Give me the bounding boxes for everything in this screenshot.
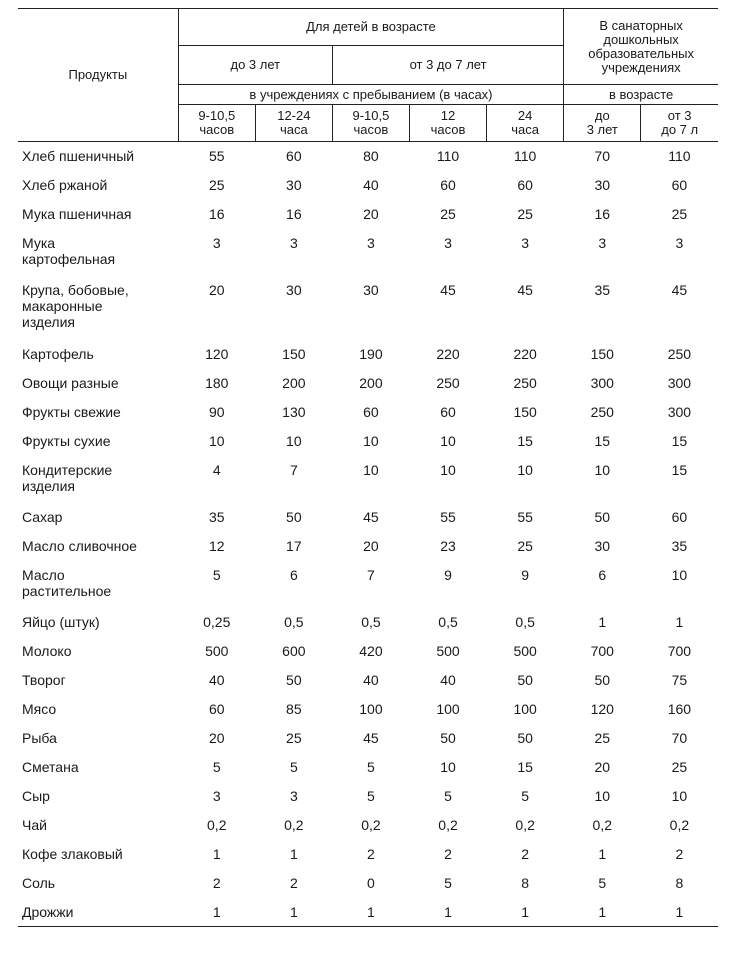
product-name xyxy=(18,276,178,340)
product-name xyxy=(18,637,178,666)
table-row xyxy=(18,369,718,398)
value-cell: 50 xyxy=(594,671,611,688)
sub-header-col-7 xyxy=(641,105,718,142)
value-cell: 60 xyxy=(286,148,302,164)
product-name-line: Фрукты сухие xyxy=(22,432,111,449)
value-cell: 25 xyxy=(671,758,688,775)
product-name-line: Овощи разные xyxy=(22,374,119,391)
product-name xyxy=(18,427,178,456)
sub-header-line: до 7 л xyxy=(661,122,699,137)
value-cell: 5 xyxy=(289,758,298,775)
value-cell: 0,2 xyxy=(669,816,690,833)
value-cell: 1 xyxy=(255,898,332,927)
product-name-line: Кофе злаковый xyxy=(22,845,123,862)
product-name-line: Мясо xyxy=(22,700,57,717)
in-age-header: в возрасте xyxy=(564,85,718,105)
value-cell: 30 xyxy=(286,281,302,298)
value-cell: 20 xyxy=(363,205,379,222)
value-cell: 45 xyxy=(517,281,533,298)
product-name xyxy=(18,142,178,171)
value-cell: 0 xyxy=(367,874,375,891)
table-row xyxy=(18,340,718,369)
value-cell: 1 xyxy=(212,845,221,862)
product-name xyxy=(18,695,178,724)
value-cell: 250 xyxy=(436,374,460,391)
value-cell: 5 xyxy=(367,758,375,775)
value-cell: 5 xyxy=(521,787,530,804)
table-row xyxy=(18,869,718,898)
value-cell: 1 xyxy=(641,898,718,927)
product-name xyxy=(18,369,178,398)
value-cell: 220 xyxy=(436,345,460,362)
product-name xyxy=(18,340,178,369)
product-name-line: Крупа, бобовые, xyxy=(22,281,129,298)
product-name xyxy=(18,666,178,695)
under-3-header: до 3 лет xyxy=(178,46,332,85)
value-cell: 20 xyxy=(208,281,225,298)
value-cell: 5 xyxy=(212,758,221,775)
product-name xyxy=(18,898,178,927)
value-cell: 5 xyxy=(598,874,607,891)
product-name xyxy=(18,811,178,840)
product-name-line: Соль xyxy=(22,874,56,891)
value-cell: 5 xyxy=(444,787,452,804)
value-cell: 35 xyxy=(594,281,611,298)
product-name xyxy=(18,561,178,608)
product-name-line: Молоко xyxy=(22,642,72,659)
product-name xyxy=(18,608,178,637)
value-cell: 15 xyxy=(594,432,611,449)
value-cell: 25 xyxy=(517,537,533,554)
table-row xyxy=(18,171,718,200)
product-name-line: Масло xyxy=(22,566,65,583)
product-name xyxy=(18,200,178,229)
value-cell: 25 xyxy=(208,176,225,193)
value-cell: 16 xyxy=(208,205,225,222)
value-cell: 250 xyxy=(667,345,692,362)
value-cell: 3 xyxy=(675,234,684,251)
value-cell: 300 xyxy=(667,374,692,391)
value-cell: 0,2 xyxy=(592,816,613,833)
value-cell: 190 xyxy=(359,345,383,362)
sub-header-col-4 xyxy=(409,105,486,142)
value-cell: 7 xyxy=(367,566,375,583)
table-row xyxy=(18,637,718,666)
value-cell: 10 xyxy=(671,787,688,804)
product-name-line: макаронные xyxy=(22,297,103,314)
value-cell: 50 xyxy=(440,729,456,746)
value-cell: 16 xyxy=(594,205,611,222)
value-cell: 200 xyxy=(282,374,306,391)
sub-header-col-2 xyxy=(255,105,332,142)
value-cell: 40 xyxy=(208,671,225,688)
value-cell: 16 xyxy=(286,205,302,222)
sub-header-line: 9-10,5 xyxy=(352,108,390,123)
stay-hours-header: в учреждениях с пребыванием (в часах) xyxy=(178,85,564,105)
value-cell: 17 xyxy=(286,537,302,554)
value-cell: 0,25 xyxy=(203,613,231,630)
value-cell: 110 xyxy=(513,148,537,164)
value-cell: 420 xyxy=(359,642,383,659)
product-name xyxy=(18,171,178,200)
value-cell: 4 xyxy=(212,461,221,478)
value-cell: 100 xyxy=(436,700,460,717)
value-cell: 700 xyxy=(667,642,692,659)
product-name-line: Сметана xyxy=(22,758,79,775)
value-cell: 10 xyxy=(440,432,456,449)
value-cell: 10 xyxy=(440,461,456,478)
value-cell: 25 xyxy=(286,729,302,746)
value-cell: 10 xyxy=(208,432,225,449)
value-cell: 150 xyxy=(282,345,306,362)
value-cell: 0,2 xyxy=(207,816,227,833)
product-name xyxy=(18,229,178,276)
product-name-line: картофельная xyxy=(22,250,116,267)
value-cell: 40 xyxy=(440,671,456,688)
value-cell: 10 xyxy=(363,461,379,478)
value-cell: 5 xyxy=(444,874,452,891)
value-cell: 55 xyxy=(440,508,456,525)
value-cell: 0,5 xyxy=(361,613,381,630)
value-cell: 3 xyxy=(598,234,607,251)
value-cell: 60 xyxy=(363,403,379,420)
table-row xyxy=(18,811,718,840)
value-cell: 10 xyxy=(440,758,456,775)
product-name xyxy=(18,398,178,427)
table-row xyxy=(18,840,718,869)
value-cell: 35 xyxy=(671,537,688,554)
value-cell: 3 xyxy=(289,787,298,804)
product-name-line: Творог xyxy=(22,671,66,688)
product-name-line: Фрукты свежие xyxy=(22,403,121,420)
value-cell: 8 xyxy=(675,874,684,891)
table-row xyxy=(18,398,718,427)
value-cell: 20 xyxy=(208,729,225,746)
table-row xyxy=(18,142,718,171)
value-cell: 50 xyxy=(286,671,302,688)
value-cell: 1 xyxy=(598,845,607,862)
value-cell: 5 xyxy=(212,566,221,583)
value-cell: 20 xyxy=(594,758,611,775)
product-name-line: растительное xyxy=(22,582,112,599)
value-cell: 1 xyxy=(332,898,409,927)
value-cell: 70 xyxy=(594,148,611,164)
sub-header-line: 3 лет xyxy=(586,122,618,137)
value-cell: 55 xyxy=(517,508,533,525)
value-cell: 130 xyxy=(282,403,306,420)
value-cell: 7 xyxy=(289,461,298,478)
value-cell: 220 xyxy=(513,345,537,362)
product-name-line: Хлеб ржаной xyxy=(22,176,108,193)
value-cell: 3 xyxy=(212,234,221,251)
product-name-line: Хлеб пшеничный xyxy=(22,148,135,164)
table-row xyxy=(18,561,718,608)
children-age-header: Для детей в возрасте xyxy=(178,9,564,46)
table-row xyxy=(18,532,718,561)
value-cell: 250 xyxy=(513,374,537,391)
table-row xyxy=(18,724,718,753)
value-cell: 60 xyxy=(671,176,688,193)
value-cell: 15 xyxy=(671,461,688,478)
value-cell: 0,2 xyxy=(438,816,458,833)
value-cell: 25 xyxy=(517,205,533,222)
value-cell: 1 xyxy=(487,898,564,927)
value-cell: 55 xyxy=(208,148,225,164)
value-cell: 75 xyxy=(671,671,688,688)
product-name xyxy=(18,503,178,532)
product-name-line: Мука xyxy=(22,234,56,251)
value-cell: 1 xyxy=(675,613,684,630)
product-name-line: Сахар xyxy=(22,508,63,525)
sub-header-line: от 3 xyxy=(667,108,692,123)
value-cell: 50 xyxy=(517,729,533,746)
value-cell: 250 xyxy=(590,403,614,420)
value-cell: 1 xyxy=(289,845,298,862)
value-cell: 10 xyxy=(517,461,533,478)
value-cell: 2 xyxy=(289,874,298,891)
value-cell: 60 xyxy=(440,176,456,193)
sub-header-line: 9-10,5 xyxy=(198,108,236,123)
table-row xyxy=(18,666,718,695)
value-cell: 50 xyxy=(286,508,302,525)
value-cell: 0,5 xyxy=(284,613,304,630)
value-cell: 9 xyxy=(444,566,452,583)
product-name xyxy=(18,456,178,503)
value-cell: 1 xyxy=(178,898,255,927)
product-name xyxy=(18,840,178,869)
value-cell: 2 xyxy=(444,845,452,862)
value-cell: 2 xyxy=(521,845,530,862)
value-cell: 80 xyxy=(363,148,379,164)
product-name-line: Рыба xyxy=(22,729,57,746)
table-row xyxy=(18,427,718,456)
product-name xyxy=(18,532,178,561)
value-cell: 25 xyxy=(671,205,688,222)
value-cell: 30 xyxy=(363,281,379,298)
value-cell: 100 xyxy=(513,700,537,717)
sub-header-line: часов xyxy=(353,122,389,137)
value-cell: 40 xyxy=(363,671,379,688)
table-row xyxy=(18,608,718,637)
sub-header-col-6 xyxy=(564,105,641,142)
value-cell: 10 xyxy=(594,787,611,804)
value-cell: 20 xyxy=(363,537,379,554)
value-cell: 120 xyxy=(590,700,614,717)
value-cell: 25 xyxy=(594,729,611,746)
value-cell: 200 xyxy=(359,374,383,391)
value-cell: 10 xyxy=(363,432,379,449)
value-cell: 0,2 xyxy=(515,816,535,833)
sub-header-col-1 xyxy=(178,105,255,142)
value-cell: 45 xyxy=(671,281,688,298)
value-cell: 150 xyxy=(513,403,537,420)
value-cell: 25 xyxy=(440,205,456,222)
value-cell: 45 xyxy=(363,508,379,525)
value-cell: 180 xyxy=(205,374,229,391)
value-cell: 60 xyxy=(517,176,533,193)
table-row xyxy=(18,782,718,811)
value-cell: 120 xyxy=(205,345,229,362)
product-name-line: Яйцо (штук) xyxy=(22,613,100,630)
value-cell: 300 xyxy=(667,403,692,420)
product-name xyxy=(18,724,178,753)
product-name-line: Масло сливочное xyxy=(22,537,137,554)
value-cell: 10 xyxy=(594,461,611,478)
value-cell: 60 xyxy=(208,700,225,717)
from-3-to-7-header: от 3 до 7 лет xyxy=(332,46,563,85)
value-cell: 8 xyxy=(521,874,530,891)
value-cell: 6 xyxy=(598,566,607,583)
value-cell: 45 xyxy=(363,729,379,746)
value-cell: 300 xyxy=(590,374,614,391)
sub-header-line: 24 xyxy=(517,108,533,123)
value-cell: 12 xyxy=(208,537,225,554)
value-cell: 0,5 xyxy=(438,613,458,630)
value-cell: 50 xyxy=(594,508,611,525)
value-cell: 110 xyxy=(668,148,691,164)
value-cell: 40 xyxy=(363,176,379,193)
value-cell: 50 xyxy=(517,671,533,688)
value-cell: 10 xyxy=(671,566,688,583)
product-name-line: изделия xyxy=(22,313,75,330)
product-name-line: изделия xyxy=(22,477,75,494)
value-cell: 85 xyxy=(286,700,302,717)
value-cell: 150 xyxy=(590,345,614,362)
sub-header-line: до xyxy=(594,108,610,123)
sub-header-line: часа xyxy=(511,122,540,137)
product-name xyxy=(18,753,178,782)
value-cell: 3 xyxy=(444,234,452,251)
value-cell: 110 xyxy=(436,148,460,164)
sub-header-col-5 xyxy=(487,105,564,142)
table-row xyxy=(18,200,718,229)
value-cell: 1 xyxy=(598,613,607,630)
value-cell: 1 xyxy=(564,898,641,927)
product-name-line: Картофель xyxy=(22,345,94,362)
table-row xyxy=(18,276,718,340)
value-cell: 30 xyxy=(594,537,611,554)
value-cell: 6 xyxy=(289,566,298,583)
value-cell: 60 xyxy=(671,508,688,525)
value-cell: 2 xyxy=(367,845,375,862)
sanatorium-header: В санаторных дошкольных образовательных учреждениях xyxy=(564,9,718,85)
value-cell: 3 xyxy=(212,787,221,804)
value-cell: 60 xyxy=(440,403,456,420)
value-cell: 3 xyxy=(521,234,530,251)
product-name-line: Мука пшеничная xyxy=(22,205,132,222)
food-norms-table xyxy=(18,8,718,927)
value-cell: 70 xyxy=(671,729,688,746)
value-cell: 1 xyxy=(409,898,486,927)
value-cell: 5 xyxy=(367,787,375,804)
value-cell: 100 xyxy=(359,700,383,717)
table-row xyxy=(18,753,718,782)
products-header: Продукты xyxy=(18,9,178,142)
value-cell: 500 xyxy=(436,642,460,659)
value-cell: 2 xyxy=(675,845,684,862)
value-cell: 500 xyxy=(205,642,229,659)
product-name-line: Чай xyxy=(22,816,47,833)
value-cell: 2 xyxy=(212,874,221,891)
table-row xyxy=(18,898,718,927)
sub-header-line: часов xyxy=(430,122,466,137)
product-name xyxy=(18,782,178,811)
value-cell: 3 xyxy=(367,234,375,251)
table-row xyxy=(18,456,718,503)
value-cell: 15 xyxy=(517,432,533,449)
value-cell: 500 xyxy=(513,642,537,659)
sub-header-line: 12-24 xyxy=(277,108,311,123)
sub-header-line: часа xyxy=(279,122,308,137)
value-cell: 15 xyxy=(517,758,533,775)
value-cell: 0,2 xyxy=(361,816,381,833)
value-cell: 0,2 xyxy=(284,816,304,833)
product-name-line: Дрожжи xyxy=(22,903,74,920)
product-name-line: Сыр xyxy=(22,787,50,804)
value-cell: 35 xyxy=(208,508,225,525)
value-cell: 3 xyxy=(289,234,298,251)
sub-header-col-3 xyxy=(332,105,409,142)
value-cell: 0,5 xyxy=(515,613,535,630)
value-cell: 23 xyxy=(440,537,456,554)
table-row xyxy=(18,695,718,724)
value-cell: 600 xyxy=(282,642,306,659)
table-row xyxy=(18,229,718,276)
value-cell: 30 xyxy=(286,176,302,193)
sub-header-line: 12 xyxy=(440,108,456,123)
value-cell: 45 xyxy=(440,281,456,298)
value-cell: 160 xyxy=(667,700,692,717)
value-cell: 9 xyxy=(521,566,530,583)
value-cell: 700 xyxy=(590,642,614,659)
table-row xyxy=(18,503,718,532)
value-cell: 15 xyxy=(671,432,688,449)
value-cell: 90 xyxy=(208,403,225,420)
value-cell: 30 xyxy=(594,176,611,193)
value-cell: 10 xyxy=(286,432,302,449)
product-name xyxy=(18,869,178,898)
sub-header-line: часов xyxy=(199,122,235,137)
product-name-line: Кондитерские xyxy=(22,461,113,478)
